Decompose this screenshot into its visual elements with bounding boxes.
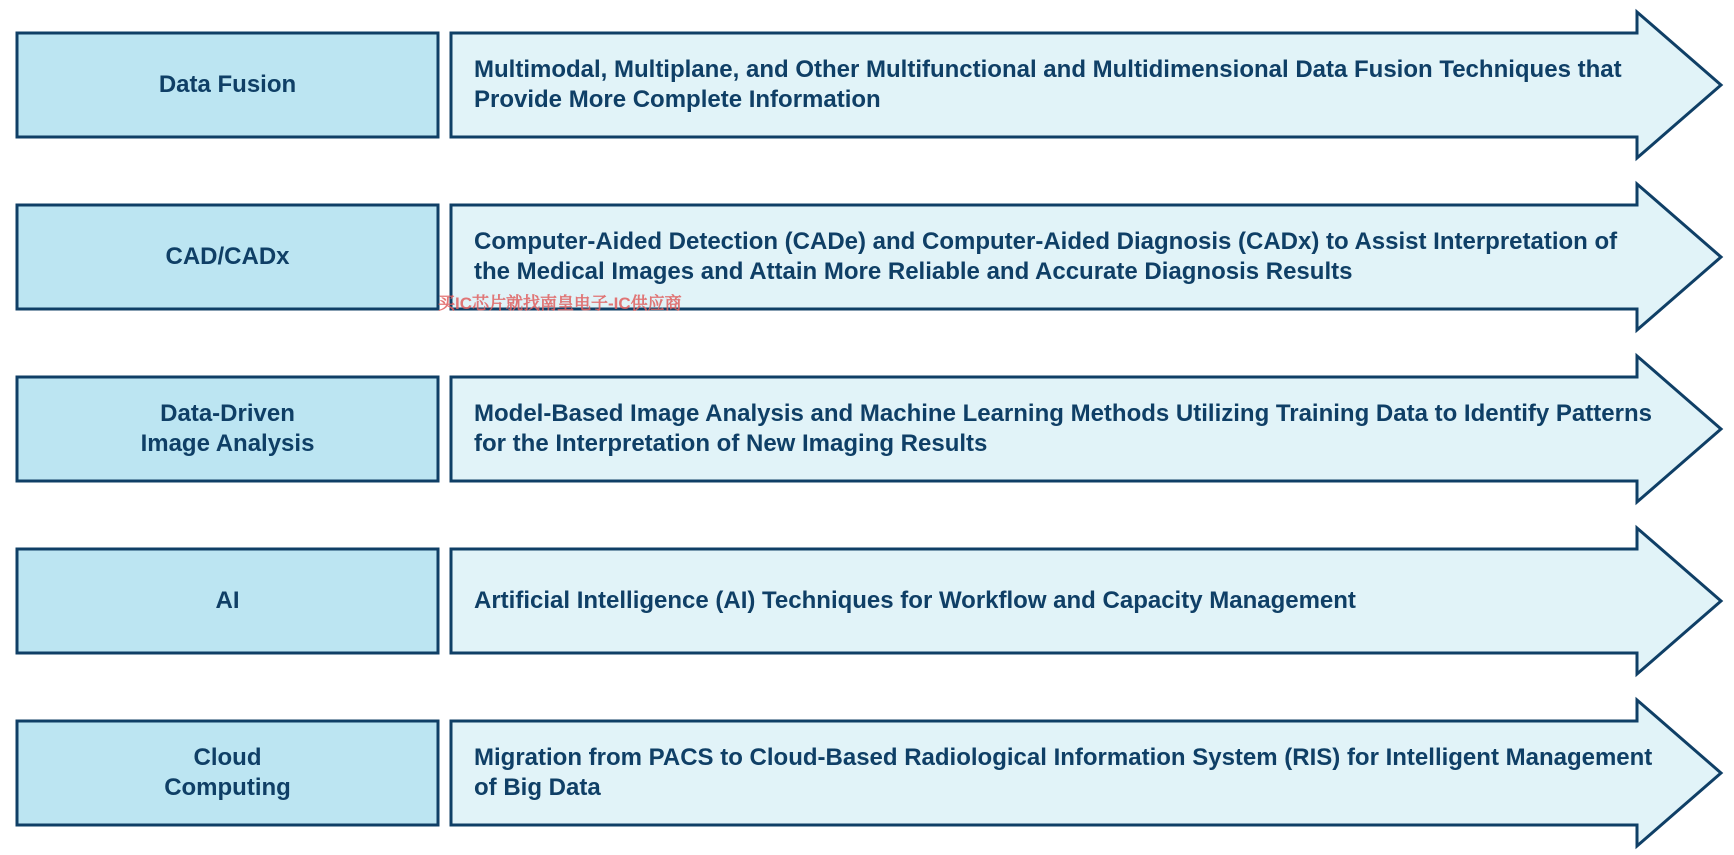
label-ai: AI [215,587,240,614]
label-data-driven-image-analysis: Data-Driven Image Analysis [140,400,315,457]
watermark-text: 买IC芯片就找南皇电子-IC供应商 [438,294,682,313]
label-cad-cadx: CAD/CADx [165,243,290,270]
label-cloud-computing: Cloud Computing [164,744,291,801]
description-ai: Artificial Intelligence (AI) Techniques for Workflow and Capacity Management [474,587,1356,614]
description-cloud-computing: Migration from PACS to Cloud-Based Radiological Information System (RIS) for Intelligent Management of Big Data [474,744,1653,801]
description-cad-cadx: Computer-Aided Detection (CADe) and Computer-Aided Diagnosis (CADx) to Assist Interpretation of the Medical Images and Attain More Reliable and Accurate Diagnosis Results [474,228,1618,285]
label-data-fusion: Data Fusion [158,71,297,98]
description-data-fusion: Multimodal, Multiplane, and Other Multifunctional and Multidimensional Data Fusion Techniques that Provide More Complete Information [474,56,1622,113]
description-data-driven-image-analysis: Model-Based Image Analysis and Machine Learning Methods Utilizing Training Data to Identify Patterns for the Interpretation of New Imaging Results [474,400,1652,457]
